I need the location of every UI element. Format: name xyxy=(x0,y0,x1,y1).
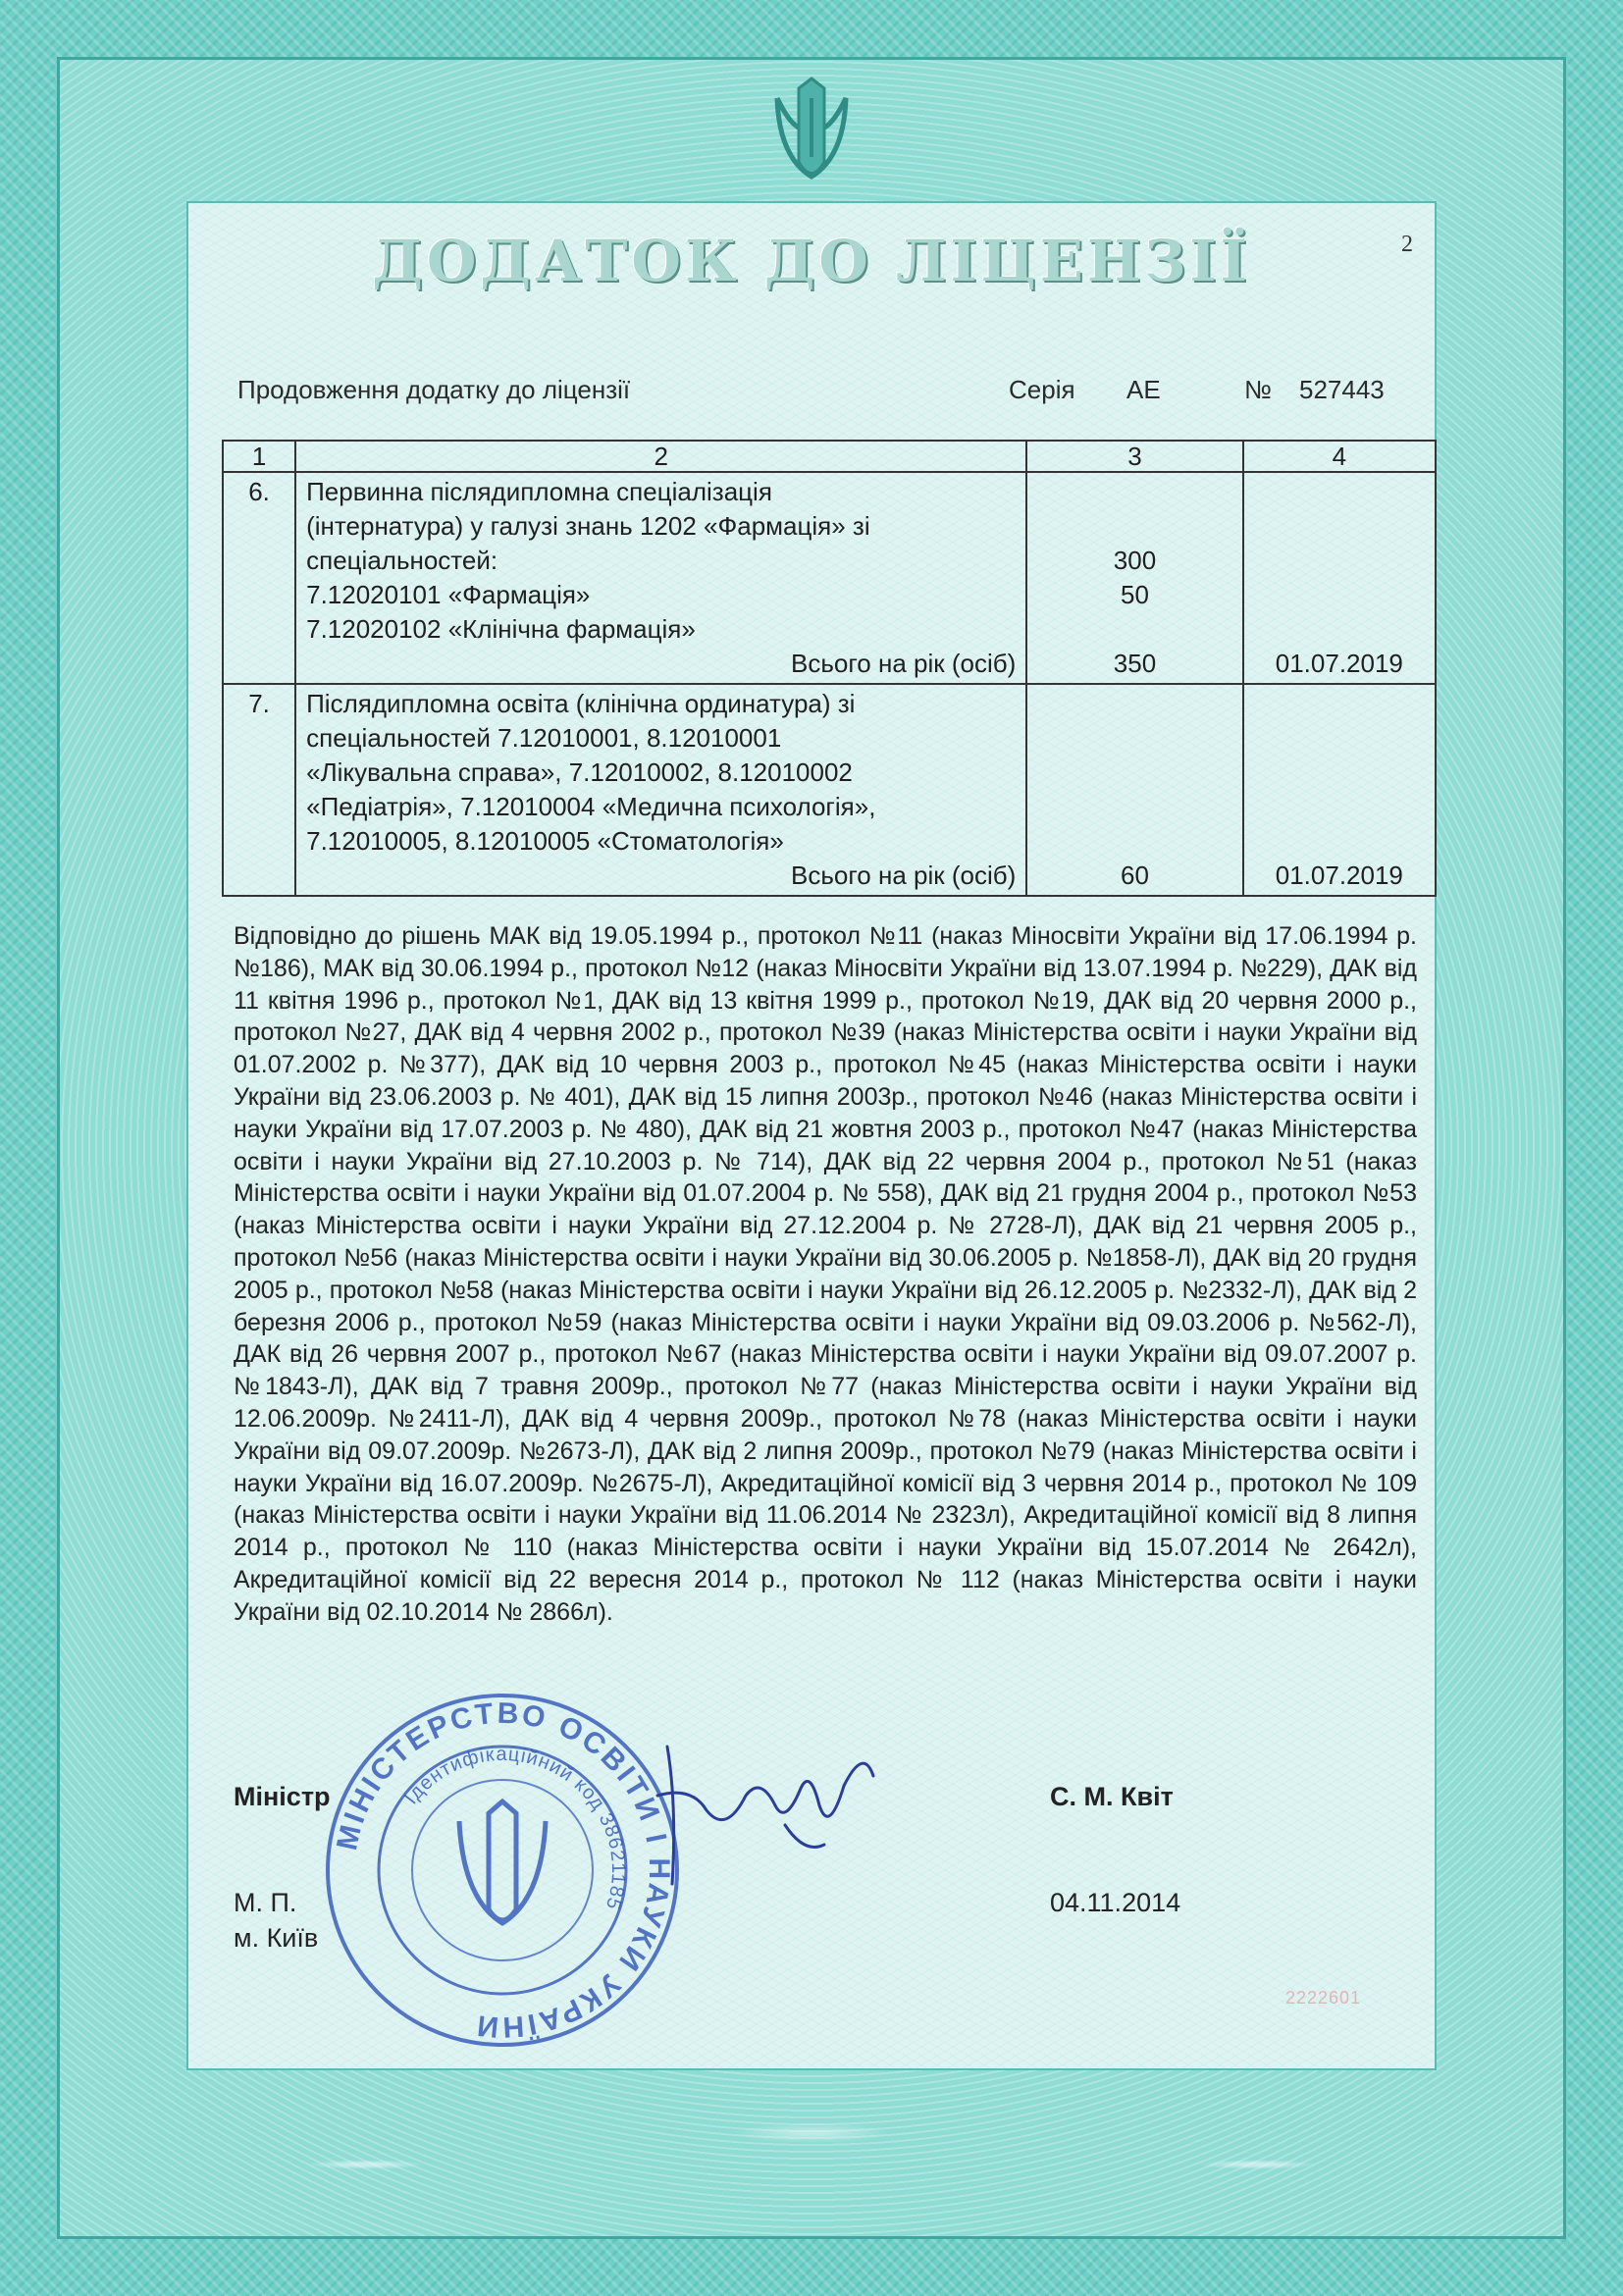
table-header-cell: 4 xyxy=(1243,441,1436,472)
license-table xyxy=(222,440,1437,897)
signatory-position: Міністр xyxy=(234,1782,331,1811)
decisions-paragraph: Відповідно до рішень МАК від 19.05.1994 р., протокол №11 (наказ Міносвіти України від 17.06.1994 р. №186), МАК від 30.06.1994 р., протокол №12 (наказ Міносвіти України від 13.07.1994 р. №229), ДАК від 11 квітня 1996 р., протокол №1, ДАК від 13 квітня 1999 р., протокол №19, ДАК від 20 червня 2000 р., протокол №27, ДАК від 4 червня 2002 р., протокол №39 (наказ Міністерства освіти і науки України від 01.07.2002 р. №377), ДАК від 10 червня 2003 р., протокол №45 (наказ Міністерства освіти і науки України від 23.06.2003 р. № 401), ДАК від 15 липня 2003р., протокол №46 (наказ Міністерства освіти і науки України від 17.07.2003 р. № 480), ДАК від 21 жовтня 2003 р., протокол №47 (наказ Міністерства освіти і науки України від 27.10.2003 р. № 714), ДАК від 22 червня 2004 р., протокол №51 (наказ Міністерства освіти і науки України від 01.07.2004 р. № 558), ДАК від 21 грудня 2004 р., протокол №53 (наказ Міністерства освіти і науки України від 27.12.2004 р. № 2728-Л), ДАК від 21 червня 2005 р., протокол №56 (наказ Міністерства освіти і науки України від 30.06.2005 р. №1858-Л), ДАК від 20 грудня 2005 р., протокол №58 (наказ Міністерства освіти і науки України від 26.12.2005 р. №2332-Л), ДАК від 2 березня 2006 р., протокол №59 (наказ Міністерства освіти і науки України від 09.03.2006 р. №562-Л), ДАК від 26 червня 2007 р., протокол №67 (наказ Міністерства освіти і науки України від 09.07.2007 р. №1843-Л), ДАК від 7 травня 2009р., протокол №77 (наказ Міністерства освіти і науки України від 12.06.2009р. №2411-Л), ДАК від 4 червня 2009р., протокол №78 (наказ Міністерства освіти і науки України від 09.07.2009р. №2673-Л), ДАК від 2 липня 2009р., протокол №79 (наказ Міністерства освіти і науки України від 16.07.2009р. №2675-Л), Акредитаційної комісії від 3 червня 2014 р., протокол № 109 (наказ Міністерства освіти і науки України від 11.06.2014 № 2323л), Акредитаційної комісії від 8 липня 2014 р., протокол № 110 (наказ Міністерства освіти і науки України від 15.07.2014 № 2642л), Акредитаційної комісії від 22 вересня 2014 р., протокол № 112 (наказ Міністерства освіти і науки України від 02.10.2014 № 2866л). xyxy=(234,922,1417,1626)
table-header-cell: 2 xyxy=(295,441,1026,472)
seal-label: М. П. xyxy=(234,1888,297,1917)
total-label: Всього на рік (осіб) xyxy=(791,649,1017,678)
page-number: 2 xyxy=(1401,232,1413,257)
validity-date: 01.07.2019 xyxy=(1275,649,1403,678)
description-line: 7.12020102 «Клінічна фармація» xyxy=(306,614,696,644)
ministry-stamp xyxy=(316,1684,689,2057)
number-value: 527443 xyxy=(1299,375,1385,404)
row-quantity xyxy=(1026,684,1242,896)
table-row xyxy=(223,684,1436,896)
stamp-outer-text: МІНІСТЕРСТВО ОСВІТИ І НАУКИ УКРАЇНИ xyxy=(331,1696,676,2044)
table-header-cell: 3 xyxy=(1026,441,1242,472)
number-label: № xyxy=(1244,375,1272,404)
continuation-label: Продовження додатку до ліцензії xyxy=(237,375,631,404)
description-line: спеціальностей: xyxy=(306,546,498,575)
validity-date: 01.07.2019 xyxy=(1275,861,1403,890)
description-line: «Педіатрія», 7.12010004 «Медична психологія», xyxy=(306,792,876,821)
table-row xyxy=(223,472,1436,684)
description-line: спеціальностей 7.12010001, 8.12010001 xyxy=(306,723,782,753)
signatory-name: С. М. Квіт xyxy=(1050,1782,1174,1811)
stamp-inner-text: Ідентифікаційний код 38621185 xyxy=(399,1743,630,1913)
row-number: 7. xyxy=(223,684,295,896)
total-value: 60 xyxy=(1121,861,1149,890)
table-header-row xyxy=(223,441,1436,472)
quantity-value: 300 xyxy=(1113,546,1157,575)
description-line: 7.12020101 «Фармація» xyxy=(306,580,591,609)
document-title: ДОДАТОК ДО ЛІЦЕНЗІЇ xyxy=(372,228,1251,294)
bottom-ornament xyxy=(69,2070,1554,2227)
description-line: Післядипломна освіта (клінічна ординатура) зі xyxy=(306,689,856,718)
total-label: Всього на рік (осіб) xyxy=(791,861,1017,890)
row-date xyxy=(1243,472,1436,684)
description-line: (інтернатура) у галузі знань 1202 «Фармація» зі xyxy=(306,511,870,541)
row-number: 6. xyxy=(223,472,295,684)
handwritten-signature xyxy=(638,1688,893,1913)
row-quantity xyxy=(1026,472,1242,684)
issue-date: 04.11.2014 xyxy=(1050,1888,1181,1917)
serial-overprint: 2222601 xyxy=(1285,1988,1362,2008)
total-value: 350 xyxy=(1113,649,1157,678)
trident-emblem-icon xyxy=(765,69,858,196)
row-description xyxy=(295,472,1026,684)
description-line: Первинна післядипломна спеціалізація xyxy=(306,477,772,506)
series-label: Серія xyxy=(1009,375,1075,404)
row-description xyxy=(295,684,1026,896)
table-header-cell: 1 xyxy=(223,441,295,472)
description-line: 7.12010005, 8.12010005 «Стоматологія» xyxy=(306,826,784,856)
description-line: «Лікувальна справа», 7.12010002, 8.12010002 xyxy=(306,757,853,787)
quantity-value: 50 xyxy=(1121,580,1149,609)
stamp-trident-icon xyxy=(459,1801,546,1923)
city-label: м. Київ xyxy=(234,1923,319,1953)
row-date xyxy=(1243,684,1436,896)
series-value: АЕ xyxy=(1126,375,1161,404)
